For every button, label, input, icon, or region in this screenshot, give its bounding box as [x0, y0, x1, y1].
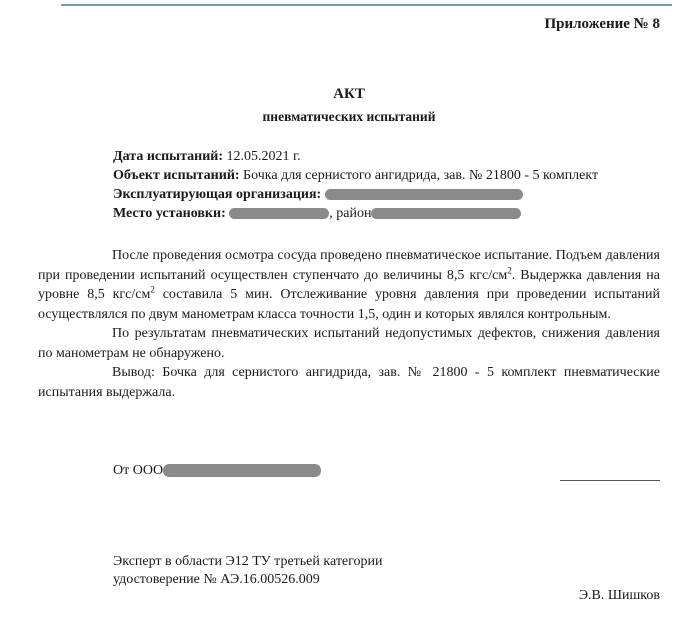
expert-name: Э.В. Шишков — [578, 588, 660, 603]
expert-title: Эксперт в области Э12 ТУ третьей категории — [113, 554, 383, 569]
fields-block — [113, 147, 598, 223]
field-label: Эксплуатирующая организация: — [113, 187, 322, 202]
redacted-organization — [325, 189, 523, 200]
from-label: От ООО — [113, 463, 164, 478]
top-rule — [61, 4, 672, 6]
document-subtitle: пневматических испытаний — [262, 109, 436, 124]
superscript: 2 — [150, 284, 155, 295]
redacted-from-org — [163, 464, 321, 477]
field-label: Место установки: — [113, 206, 226, 221]
field-location — [113, 204, 598, 223]
expert-certificate: удостоверение № АЭ.16.00526.009 — [113, 572, 320, 587]
appendix-label: Приложение № 8 — [544, 16, 660, 32]
paragraph-2: По результатам пневматических испытаний недопустимых дефектов, снижения давления по манометрам не обнаружено. — [38, 326, 660, 361]
field-value: Бочка для сернистого ангидрида, зав. № 21800 - 5 комплект — [243, 168, 599, 183]
paragraph-text: . Выдержка давления на уровне 8,5 кгс/см — [38, 267, 660, 302]
paragraph-text: После проведения осмотра сосуда проведено пневматическое испытание. Подъем давления при проведении испытаний осуществлен ступенчато до величины 8,5 кгс/см — [38, 248, 660, 283]
document-body — [38, 246, 660, 402]
redacted-location — [229, 208, 329, 219]
paragraph-text: составила 5 мин. Отслеживание уровня давления при проведении испытаний осуществлялся по двум манометрам класса точности 1,5, один и которых являлся контрольным. — [38, 287, 660, 322]
field-value: 12.05.2021 г. — [226, 149, 301, 164]
signature-line — [560, 480, 660, 481]
document-title: АКТ — [333, 86, 365, 102]
field-date — [113, 147, 598, 166]
field-object — [113, 166, 598, 185]
from-line — [113, 463, 321, 479]
field-organization — [113, 185, 598, 204]
redacted-district — [371, 208, 521, 219]
paragraph-1 — [38, 246, 660, 324]
field-label: Объект испытаний: — [113, 168, 240, 183]
expert-block — [113, 553, 383, 589]
field-label: Дата испытаний: — [113, 149, 224, 164]
superscript: 2 — [507, 264, 512, 275]
paragraph-3: Вывод: Бочка для сернистого ангидрида, зав. № 21800 - 5 комплект пневматические испытания выдержала. — [38, 365, 660, 400]
field-value-district: , район — [329, 206, 372, 221]
